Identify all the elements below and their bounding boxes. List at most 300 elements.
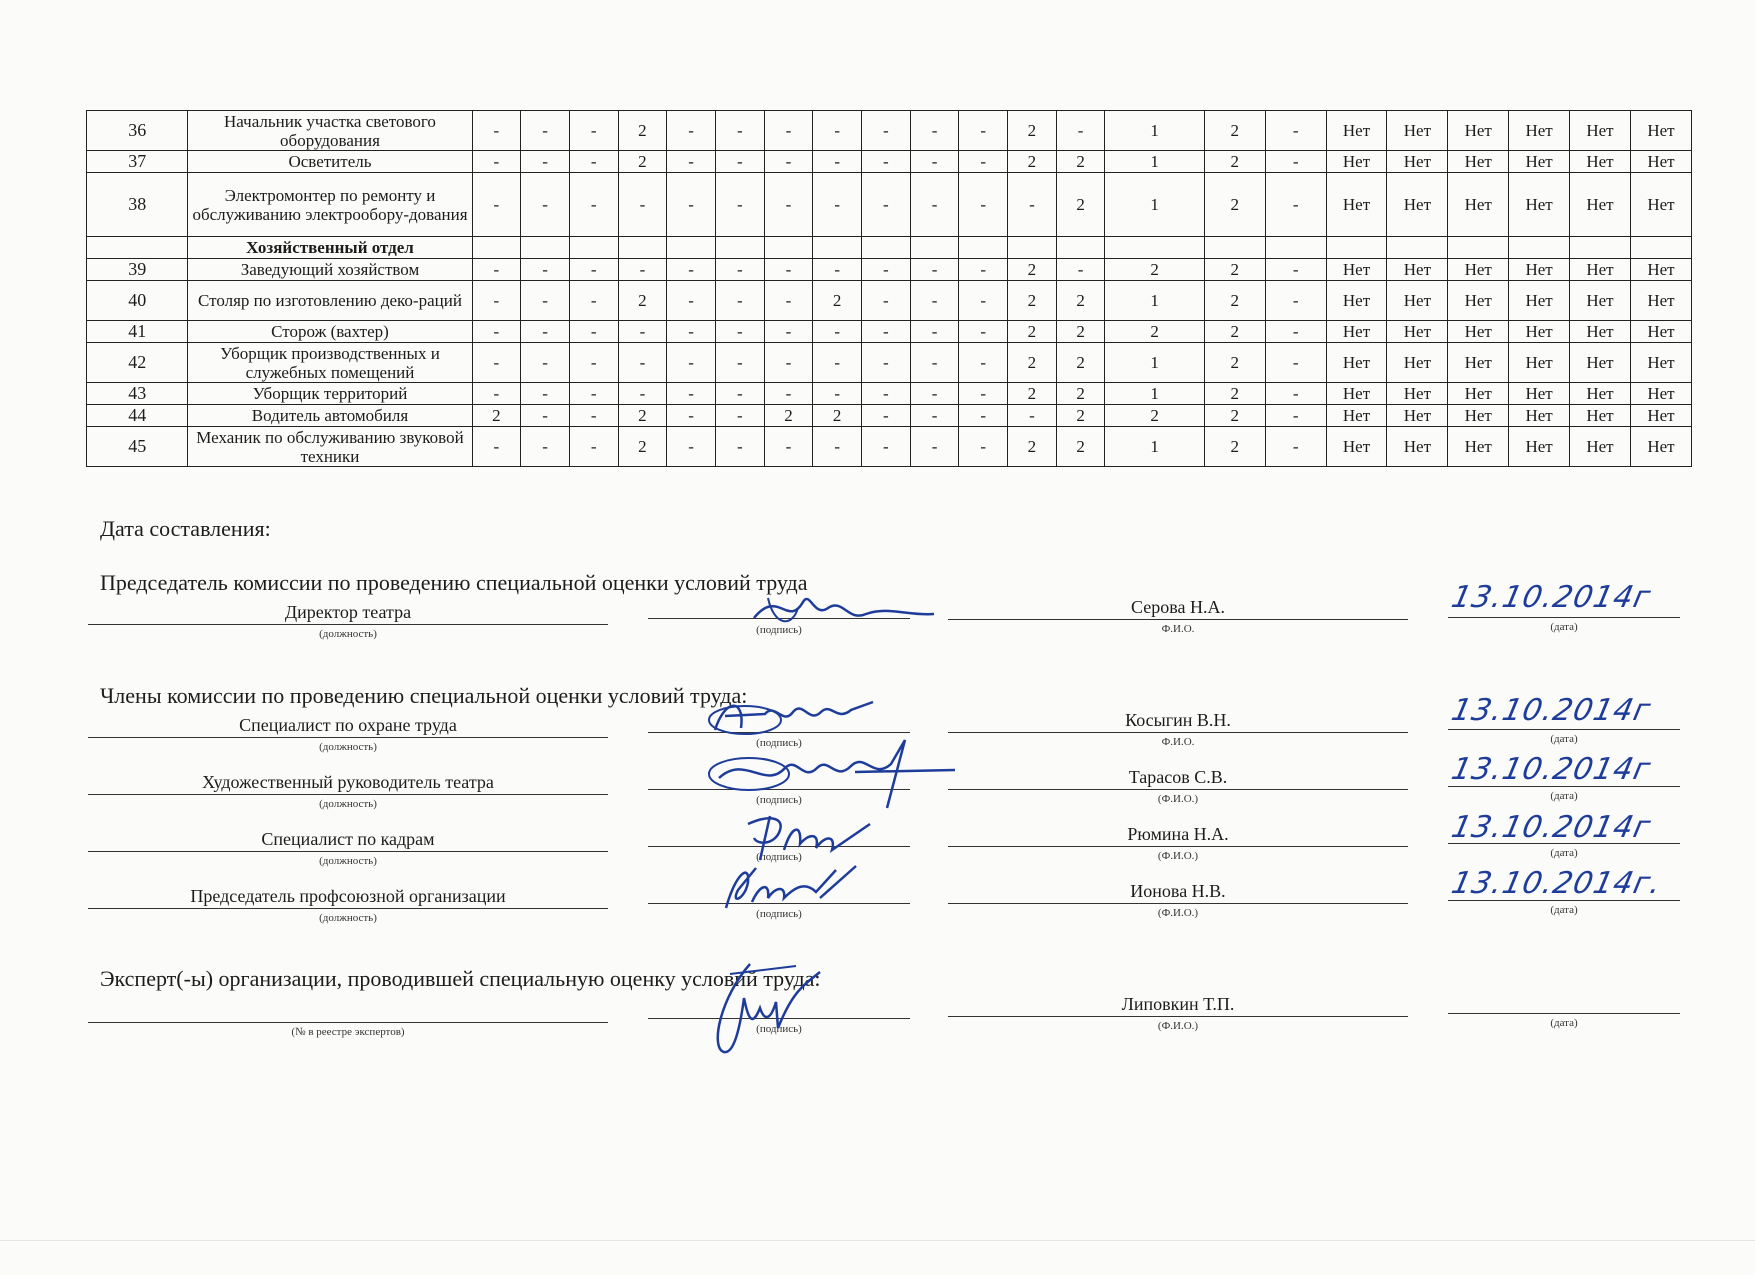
job-title: Заведующий хозяйством: [188, 259, 472, 281]
table-cell: 2: [1056, 343, 1105, 383]
table-cell: Нет: [1509, 259, 1570, 281]
table-cell: Нет: [1570, 151, 1631, 173]
table-cell: -: [959, 259, 1008, 281]
table-cell: -: [715, 173, 764, 237]
expert-date-caption: (дата): [1550, 1017, 1578, 1029]
chairman-date-line: [1448, 617, 1680, 618]
table-cell: -: [862, 343, 911, 383]
table-cell: -: [569, 259, 618, 281]
table-cell: Нет: [1509, 343, 1570, 383]
table-cell: -: [813, 321, 862, 343]
row-number: 41: [87, 321, 188, 343]
member-fio-caption: (Ф.И.О.): [1157, 907, 1199, 919]
member-fio-caption: (Ф.И.О.): [1157, 793, 1199, 805]
row-number: 42: [87, 343, 188, 383]
table-cell: -: [1265, 405, 1326, 427]
table-cell: -: [715, 281, 764, 321]
table-cell: -: [667, 383, 716, 405]
table-cell: -: [862, 427, 911, 467]
table-cell: Нет: [1326, 321, 1387, 343]
table-cell: -: [472, 281, 521, 321]
table-cell: -: [1265, 259, 1326, 281]
member-date: 13.10.2014г.: [1448, 866, 1665, 901]
member-position-line: [88, 737, 608, 738]
table-cell: -: [959, 151, 1008, 173]
table-cell: -: [1008, 405, 1057, 427]
table-cell: 2: [1105, 321, 1204, 343]
table-cell: Нет: [1509, 151, 1570, 173]
table-cell: 2: [618, 151, 667, 173]
table-cell: -: [764, 111, 813, 151]
table-cell: -: [667, 427, 716, 467]
section-title: Хозяйственный отдел: [188, 237, 472, 259]
table-cell: -: [862, 259, 911, 281]
member-position-line: [88, 851, 608, 852]
table-cell: 2: [1056, 427, 1105, 467]
table-cell: 2: [618, 405, 667, 427]
chairman-date: 13.10.2014г: [1448, 580, 1655, 615]
table-cell: 2: [1056, 405, 1105, 427]
table-cell: -: [472, 151, 521, 173]
chairman-heading: Председатель комиссии по проведению специальной оценки условий труда: [100, 570, 808, 595]
member-signature-caption: (подпись): [756, 737, 802, 749]
table-cell: -: [862, 383, 911, 405]
member-date-line: [1448, 843, 1680, 844]
table-cell: Нет: [1630, 259, 1691, 281]
table-cell: -: [764, 281, 813, 321]
table-cell: Нет: [1448, 427, 1509, 467]
table-cell: 2: [1204, 321, 1265, 343]
table-cell: -: [667, 281, 716, 321]
member-fio-caption: Ф.И.О.: [1161, 736, 1195, 748]
table-cell: -: [862, 405, 911, 427]
table-cell: Нет: [1570, 427, 1631, 467]
table-cell: Нет: [1387, 343, 1448, 383]
table-cell: -: [959, 111, 1008, 151]
table-cell: -: [959, 383, 1008, 405]
table-cell: -: [521, 343, 570, 383]
chairman-date-caption: (дата): [1550, 621, 1578, 633]
table-cell: 2: [618, 427, 667, 467]
table-cell: 2: [1008, 321, 1057, 343]
table-cell: Нет: [1326, 383, 1387, 405]
table-cell: -: [862, 111, 911, 151]
expert-fio: Липовкин Т.П.: [1121, 994, 1235, 1014]
member-date: 13.10.2014г: [1448, 810, 1655, 845]
table-cell: -: [764, 173, 813, 237]
table-cell: -: [715, 427, 764, 467]
table-cell: 2: [618, 281, 667, 321]
table-cell: 2: [472, 405, 521, 427]
member-signature: [716, 862, 866, 912]
table-cell: -: [618, 173, 667, 237]
table-cell: Нет: [1630, 321, 1691, 343]
table-cell: -: [715, 151, 764, 173]
table-cell: Нет: [1570, 173, 1631, 237]
table-cell: -: [910, 321, 959, 343]
table-cell: Нет: [1570, 259, 1631, 281]
table-cell: -: [569, 281, 618, 321]
table-cell: -: [521, 427, 570, 467]
member-fio-line: [948, 732, 1408, 733]
member-date-caption: (дата): [1550, 733, 1578, 745]
table-cell: Нет: [1387, 321, 1448, 343]
table-cell: -: [715, 259, 764, 281]
table-cell: -: [813, 383, 862, 405]
table-cell: 2: [1008, 281, 1057, 321]
table-cell: -: [569, 151, 618, 173]
member-position-caption: (должность): [319, 855, 377, 867]
table-cell: Нет: [1387, 281, 1448, 321]
table-cell: 2: [764, 405, 813, 427]
table-cell: -: [569, 427, 618, 467]
table-cell: -: [959, 427, 1008, 467]
table-cell: 1: [1105, 281, 1204, 321]
table-cell: -: [862, 151, 911, 173]
table-cell: Нет: [1326, 151, 1387, 173]
member-date-caption: (дата): [1550, 790, 1578, 802]
table-cell: 1: [1105, 427, 1204, 467]
table-cell: 2: [1008, 427, 1057, 467]
table-cell: -: [569, 111, 618, 151]
date-compiled-label: Дата составления:: [100, 516, 271, 541]
member-fio-caption: (Ф.И.О.): [1157, 850, 1199, 862]
expert-heading: Эксперт(-ы) организации, проводившей специальную оценку условий труда:: [100, 966, 821, 991]
member-position-caption: (должность): [319, 798, 377, 810]
chairman-position-line: [88, 624, 608, 625]
table-cell: -: [910, 259, 959, 281]
members-heading: Члены комиссии по проведению специальной оценки условий труда:: [100, 683, 748, 708]
table-cell: 1: [1105, 173, 1204, 237]
expert-date-line: [1448, 1013, 1680, 1014]
table-cell: 1: [1105, 343, 1204, 383]
table-cell: Нет: [1570, 321, 1631, 343]
table-cell: Нет: [1509, 427, 1570, 467]
table-cell: 2: [1056, 281, 1105, 321]
table-cell: Нет: [1570, 383, 1631, 405]
member-position-caption: (должность): [319, 741, 377, 753]
table-cell: -: [715, 405, 764, 427]
table-cell: -: [472, 111, 521, 151]
table-cell: 2: [1204, 111, 1265, 151]
member-fio: Косыгин В.Н.: [1125, 710, 1231, 730]
member-fio: Тарасов С.В.: [1128, 767, 1228, 787]
table-cell: Нет: [1448, 405, 1509, 427]
job-title: Осветитель: [188, 151, 472, 173]
table-cell: -: [569, 321, 618, 343]
table-cell: -: [1265, 343, 1326, 383]
table-cell: Нет: [1630, 405, 1691, 427]
table-cell: 2: [1056, 151, 1105, 173]
table-cell: -: [618, 321, 667, 343]
table-cell: -: [667, 405, 716, 427]
table-cell: -: [521, 173, 570, 237]
member-date-caption: (дата): [1550, 904, 1578, 916]
table-cell: -: [521, 111, 570, 151]
table-cell: -: [862, 173, 911, 237]
table-cell: 2: [813, 405, 862, 427]
job-title: Водитель автомобиля: [188, 405, 472, 427]
table-cell: -: [959, 321, 1008, 343]
table-cell: -: [521, 321, 570, 343]
member-signature-caption: (подпись): [756, 908, 802, 920]
table-cell: Нет: [1630, 281, 1691, 321]
member-fio: Ионова Н.В.: [1130, 881, 1226, 901]
chairman-position: Директор театра: [284, 602, 412, 622]
table-cell: Нет: [1326, 111, 1387, 151]
table-cell: Нет: [1630, 173, 1691, 237]
table-cell: Нет: [1387, 259, 1448, 281]
table-cell: Нет: [1448, 259, 1509, 281]
table-cell: 2: [1056, 321, 1105, 343]
table-cell: Нет: [1448, 151, 1509, 173]
table-cell: -: [910, 405, 959, 427]
table-cell: -: [569, 405, 618, 427]
table-cell: -: [764, 427, 813, 467]
member-signature: [740, 810, 880, 864]
table-cell: -: [959, 173, 1008, 237]
member-date-line: [1448, 729, 1680, 730]
chairman-fio: Серова Н.А.: [1131, 597, 1225, 617]
member-date: 13.10.2014г: [1448, 752, 1655, 787]
table-cell: Нет: [1509, 111, 1570, 151]
table-cell: Нет: [1570, 111, 1631, 151]
table-cell: 2: [1204, 405, 1265, 427]
member-position: Специалист по кадрам: [261, 829, 435, 849]
row-number: 38: [87, 173, 188, 237]
member-date: 13.10.2014г: [1448, 693, 1655, 728]
table-cell: 2: [1204, 383, 1265, 405]
job-title: Начальник участка светового оборудования: [188, 111, 472, 151]
table-cell: -: [472, 427, 521, 467]
table-cell: -: [910, 111, 959, 151]
table-cell: -: [569, 173, 618, 237]
table-cell: 1: [1105, 111, 1204, 151]
row-number: 45: [87, 427, 188, 467]
table-cell: 2: [813, 281, 862, 321]
table-cell: -: [618, 383, 667, 405]
member-date-line: [1448, 786, 1680, 787]
table-cell: -: [910, 427, 959, 467]
table-cell: -: [1265, 321, 1326, 343]
table-cell: 2: [618, 111, 667, 151]
table-cell: -: [1265, 383, 1326, 405]
table-cell: Нет: [1387, 383, 1448, 405]
table-cell: -: [764, 321, 813, 343]
table-cell: -: [764, 383, 813, 405]
table-cell: Нет: [1326, 173, 1387, 237]
table-cell: -: [667, 173, 716, 237]
member-position: Председатель профсоюзной организации: [190, 886, 506, 906]
expert-registry-line: [88, 1022, 608, 1023]
table-cell: -: [764, 259, 813, 281]
table-cell: -: [1008, 173, 1057, 237]
row-number: 39: [87, 259, 188, 281]
table-cell: -: [764, 151, 813, 173]
table-cell: Нет: [1509, 321, 1570, 343]
member-position-line: [88, 794, 608, 795]
table-cell: Нет: [1509, 173, 1570, 237]
expert-signature-caption: (подпись): [756, 1023, 802, 1035]
table-cell: Нет: [1630, 111, 1691, 151]
table-cell: -: [764, 343, 813, 383]
table-cell: Нет: [1326, 427, 1387, 467]
table-cell: Нет: [1448, 383, 1509, 405]
table-cell: 2: [1204, 343, 1265, 383]
table-cell: -: [910, 383, 959, 405]
job-title: Механик по обслуживанию звуковой техники: [188, 427, 472, 467]
member-fio: Рюмина Н.А.: [1127, 824, 1229, 844]
table-cell: -: [1265, 173, 1326, 237]
table-cell: -: [472, 383, 521, 405]
member-signature-caption: (подпись): [756, 851, 802, 863]
table-cell: Нет: [1326, 281, 1387, 321]
table-cell: -: [472, 259, 521, 281]
table-cell: Нет: [1448, 173, 1509, 237]
table-cell: 2: [1204, 281, 1265, 321]
table-cell: -: [910, 173, 959, 237]
row-number: 44: [87, 405, 188, 427]
table-cell: 2: [1008, 111, 1057, 151]
table-cell: Нет: [1387, 111, 1448, 151]
table-cell: Нет: [1630, 427, 1691, 467]
job-title: Уборщик производственных и служебных помещений: [188, 343, 472, 383]
table-cell: Нет: [1509, 281, 1570, 321]
table-cell: 2: [1008, 259, 1057, 281]
table-cell: -: [813, 151, 862, 173]
table-cell: Нет: [1630, 383, 1691, 405]
table-cell: -: [667, 259, 716, 281]
table-cell: -: [521, 281, 570, 321]
table-cell: 2: [1008, 383, 1057, 405]
table-cell: Нет: [1448, 321, 1509, 343]
table-cell: Нет: [1387, 427, 1448, 467]
table-cell: Нет: [1448, 111, 1509, 151]
table-cell: -: [910, 151, 959, 173]
table-cell: -: [862, 321, 911, 343]
table-cell: -: [1265, 281, 1326, 321]
table-cell: -: [521, 151, 570, 173]
table-cell: -: [959, 343, 1008, 383]
expert-fio-line: [948, 1016, 1408, 1017]
table-cell: Нет: [1509, 383, 1570, 405]
member-date-caption: (дата): [1550, 847, 1578, 859]
table-cell: -: [715, 343, 764, 383]
job-title: Уборщик территорий: [188, 383, 472, 405]
table-cell: Нет: [1570, 405, 1631, 427]
table-cell: -: [813, 111, 862, 151]
member-fio-line: [948, 903, 1408, 904]
member-signature-caption: (подпись): [756, 794, 802, 806]
table-cell: -: [667, 111, 716, 151]
table-cell: -: [472, 173, 521, 237]
expert-signature: [700, 958, 840, 1058]
table-cell: -: [667, 343, 716, 383]
table-cell: -: [1265, 111, 1326, 151]
table-cell: 1: [1105, 383, 1204, 405]
table-cell: -: [715, 321, 764, 343]
table-cell: Нет: [1630, 343, 1691, 383]
table-cell: -: [521, 383, 570, 405]
member-date-line: [1448, 900, 1680, 901]
chairman-fio-caption: Ф.И.О.: [1161, 623, 1195, 635]
table-cell: -: [715, 383, 764, 405]
member-position: Художественный руководитель театра: [202, 772, 494, 792]
chairman-fio-line: [948, 619, 1408, 620]
member-position: Специалист по охране труда: [239, 715, 457, 735]
table-cell: 2: [1008, 151, 1057, 173]
table-cell: -: [521, 259, 570, 281]
table-cell: Нет: [1387, 405, 1448, 427]
chairman-signature: [748, 578, 938, 638]
table-cell: 2: [1204, 173, 1265, 237]
table-cell: 2: [1204, 259, 1265, 281]
table-cell: -: [1265, 151, 1326, 173]
table-cell: 2: [1204, 151, 1265, 173]
table-cell: -: [569, 343, 618, 383]
table-cell: Нет: [1326, 343, 1387, 383]
table-cell: Нет: [1387, 173, 1448, 237]
table-cell: Нет: [1387, 151, 1448, 173]
table-cell: -: [813, 343, 862, 383]
table-cell: Нет: [1448, 343, 1509, 383]
table-cell: 2: [1105, 405, 1204, 427]
table-cell: -: [1056, 259, 1105, 281]
table-cell: -: [813, 173, 862, 237]
table-cell: -: [715, 111, 764, 151]
table-cell: Нет: [1326, 405, 1387, 427]
table-cell: -: [618, 343, 667, 383]
table-cell: -: [1056, 111, 1105, 151]
table-cell: -: [667, 321, 716, 343]
row-number: 43: [87, 383, 188, 405]
chairman-signature-caption: (подпись): [756, 624, 802, 636]
job-title: Столяр по изготовлению деко-раций: [188, 281, 472, 321]
member-fio-line: [948, 846, 1408, 847]
member-fio-line: [948, 789, 1408, 790]
table-cell: -: [959, 281, 1008, 321]
table-cell: -: [959, 405, 1008, 427]
member-position-caption: (должность): [319, 912, 377, 924]
table-cell: 2: [1008, 343, 1057, 383]
table-cell: -: [813, 427, 862, 467]
table-cell: -: [521, 405, 570, 427]
table-cell: -: [813, 259, 862, 281]
table-cell: Нет: [1448, 281, 1509, 321]
table-cell: -: [472, 321, 521, 343]
row-number: 40: [87, 281, 188, 321]
table-cell: Нет: [1509, 405, 1570, 427]
table-cell: 2: [1056, 173, 1105, 237]
table-cell: 2: [1204, 427, 1265, 467]
row-number: 36: [87, 111, 188, 151]
table-cell: 2: [1056, 383, 1105, 405]
table-cell: -: [862, 281, 911, 321]
table-cell: -: [1265, 427, 1326, 467]
table-cell: -: [667, 151, 716, 173]
table-cell: 2: [1105, 259, 1204, 281]
table-cell: 1: [1105, 151, 1204, 173]
table-cell: -: [569, 383, 618, 405]
member-position-line: [88, 908, 608, 909]
table-cell: Нет: [1570, 281, 1631, 321]
table-cell: Нет: [1326, 259, 1387, 281]
member-signature: [705, 734, 965, 814]
table-cell: -: [910, 281, 959, 321]
job-title: Сторож (вахтер): [188, 321, 472, 343]
table-cell: Нет: [1630, 151, 1691, 173]
table-cell: -: [472, 343, 521, 383]
